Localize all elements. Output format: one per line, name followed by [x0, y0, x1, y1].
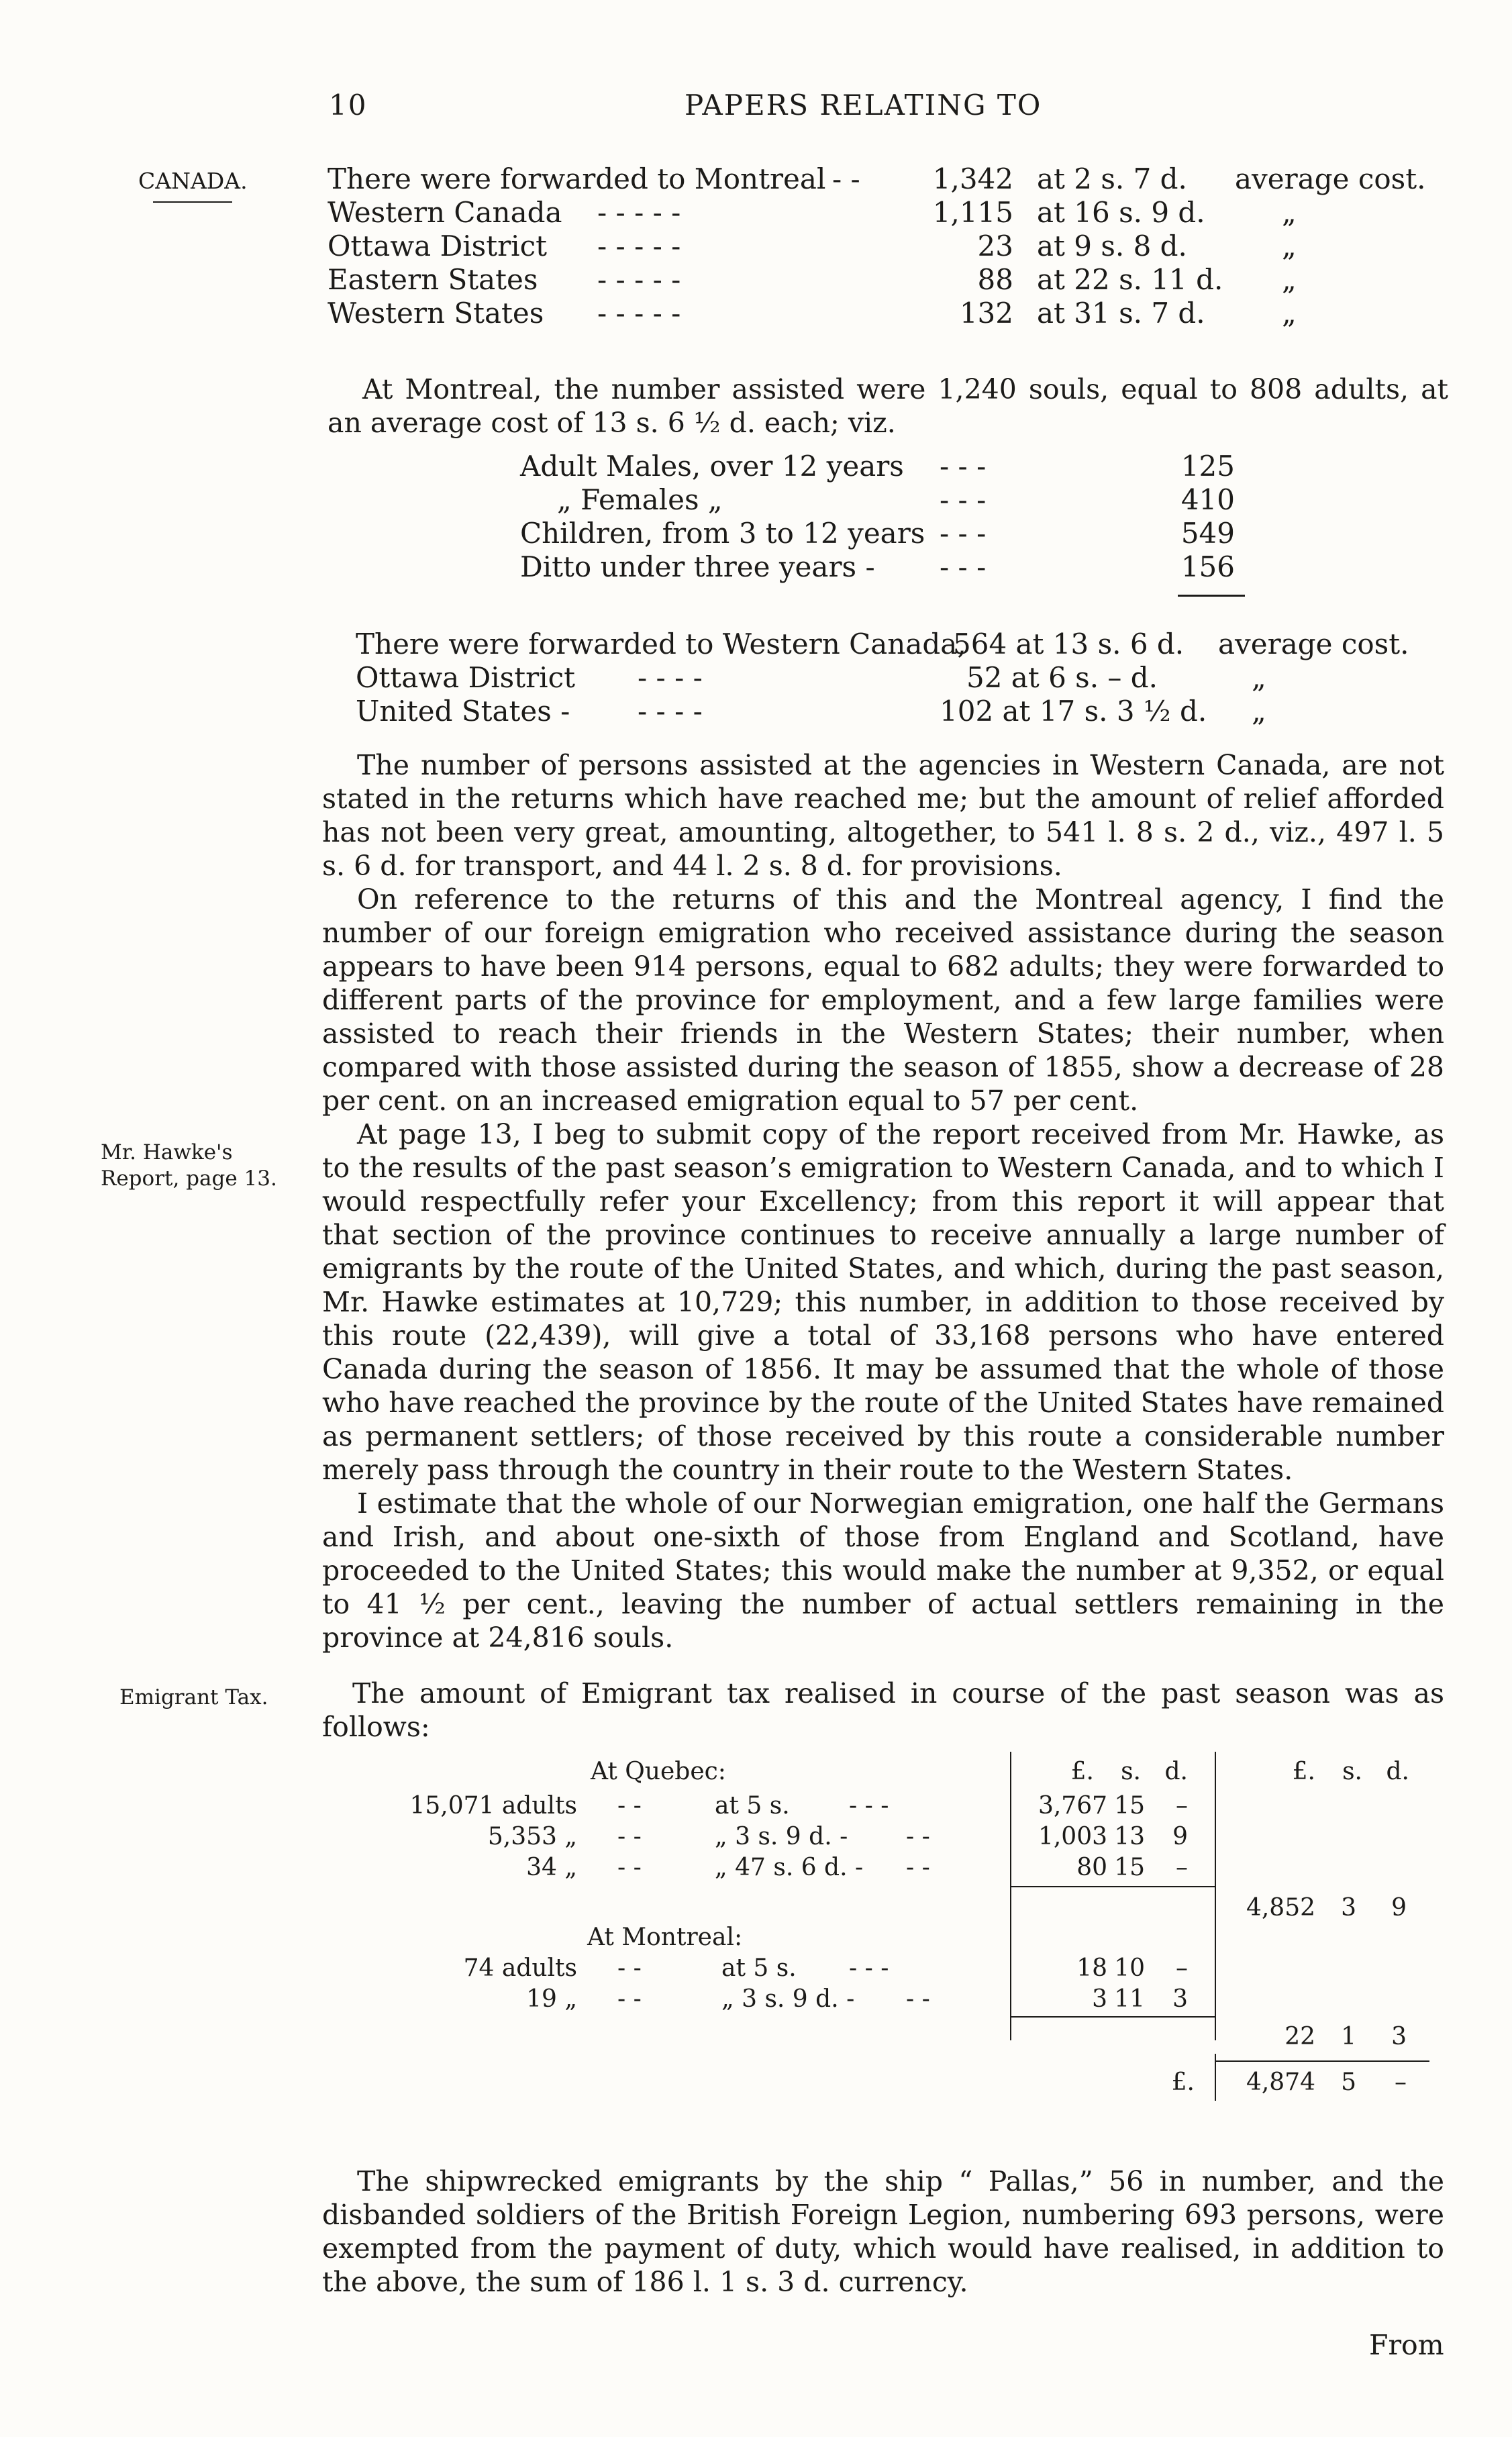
- forward-dest: Western States: [327, 297, 544, 330]
- montreal-forward-detail: 564 at 13 s. 6 d.: [953, 628, 1185, 660]
- forward-dots: - - - - -: [597, 230, 681, 262]
- forward-cost: at 2 s. 7 d.: [1037, 162, 1187, 195]
- montreal-forward-row: [0, 628, 1512, 661]
- paragraph-foreign-emigration: On reference to the returns of this and the Montreal agency, I find the number of our foreign emigration who received assistance during the season appears to have been 914 persons, equal to 682 adults; they were forwarded to different parts of the province for employment, and a few large families were assisted to reach their friends in the Western States; their number, when compared with those assisted during the season of 1855, show a decrease of 28 per cent. on an increased emigration equal to 57 per cent.: [322, 883, 1444, 1117]
- tax-pounds: 80: [1076, 1854, 1107, 1881]
- breakdown-label: Adult Males, over 12 years: [520, 450, 904, 483]
- breakdown-row: [0, 517, 1512, 550]
- tax-pence: 3: [1172, 1985, 1188, 2013]
- tax-row: [0, 1789, 1512, 1823]
- tax-dots: - -: [617, 1985, 642, 2013]
- tax-pence: –: [1176, 1792, 1188, 1820]
- montreal-forward-dest: United States -: [356, 695, 570, 728]
- tax-rate: „ 3 s. 9 d. -: [721, 1985, 855, 2013]
- forward-dest: Ottawa District: [327, 230, 548, 262]
- tax-dots: - -: [906, 1985, 930, 2013]
- tax-rate: „ 47 s. 6 d. -: [715, 1854, 864, 1881]
- forward-dots: - - - - -: [597, 263, 681, 296]
- forward-dest: There were forwarded to Montreal: [327, 162, 826, 195]
- breakdown-value: 156: [1180, 550, 1235, 583]
- tax-pence: –: [1176, 1854, 1188, 1881]
- tax-row: [0, 1952, 1512, 1985]
- tax-shillings: 15: [1114, 1792, 1145, 1820]
- grand-total-pounds: 4,874: [1246, 2069, 1315, 2096]
- forward-cost: at 16 s. 9 d.: [1037, 196, 1205, 229]
- montreal-forward-detail: 102 at 17 s. 3 ½ d.: [940, 695, 1207, 728]
- tax-dots: - -: [617, 1823, 642, 1850]
- tax-dots: - -: [617, 1854, 642, 1881]
- tax-dots: - -: [906, 1823, 930, 1850]
- breakdown-value: 410: [1180, 483, 1235, 516]
- quebec-total-pounds: 4,852: [1246, 1894, 1315, 1922]
- margin-note-hawke-line2: Report, page 13.: [101, 1166, 277, 1191]
- forward-num: 23: [977, 230, 1013, 262]
- breakdown-dots: - - -: [940, 483, 987, 516]
- forward-row: [0, 196, 1512, 230]
- montreal-forward-row: [0, 661, 1512, 695]
- grand-total-label: £.: [1171, 2069, 1195, 2096]
- forward-dest: Western Canada: [327, 196, 562, 229]
- forward-num: 1,115: [932, 196, 1013, 229]
- breakdown-dots: - - -: [940, 450, 987, 483]
- tax-pounds: 1,003: [1038, 1823, 1107, 1850]
- tax-dots: - - -: [849, 1792, 889, 1820]
- grand-total-rule: [1215, 2060, 1429, 2062]
- subtotal-rule: [1010, 1886, 1215, 1887]
- col-header-pound: £.: [1070, 1758, 1094, 1785]
- montreal-intro: At Montreal, the number assisted were 1,240 souls, equal to 808 adults, at an average cost of 13 s. 6 ½ d. each; viz.: [327, 373, 1448, 439]
- forward-cost: at 9 s. 8 d.: [1037, 230, 1187, 262]
- tax-count: 19 „: [526, 1985, 577, 2013]
- breakdown-label: Children, from 3 to 12 years: [520, 517, 925, 550]
- forward-cost: at 22 s. 11 d.: [1037, 263, 1223, 296]
- tax-pence: 9: [1172, 1823, 1188, 1850]
- grand-total-row: [0, 2066, 1512, 2099]
- quebec-heading: At Quebec:: [591, 1758, 726, 1785]
- forward-dots: - - - - -: [597, 297, 681, 330]
- montreal-forward-dots: - - - -: [638, 695, 703, 728]
- tax-shillings: 11: [1114, 1985, 1145, 2013]
- breakdown-value: 125: [1180, 450, 1235, 483]
- shipwrecked-paragraph: The shipwrecked emigrants by the ship “ Pallas,” 56 in number, and the disbanded soldiers of the British Foreign Legion, numbering 693 persons, were exempted from the payment of duty, which would have realised, in addition to the above, the sum of 186 l. 1 s. 3 d. currency.: [322, 2165, 1444, 2298]
- forward-num: 88: [977, 263, 1013, 296]
- breakdown-row: [0, 550, 1512, 584]
- tax-row: [0, 1851, 1512, 1885]
- breakdown-row: [0, 483, 1512, 517]
- tax-dots: - -: [617, 1954, 642, 1982]
- tax-count: 15,071 adults: [409, 1792, 577, 1820]
- tax-rate: at 5 s.: [721, 1954, 797, 1982]
- tax-shillings: 15: [1114, 1854, 1145, 1881]
- breakdown-row: [0, 450, 1512, 483]
- breakdown-label: Ditto under three years -: [520, 550, 875, 583]
- forward-note: „: [1282, 263, 1297, 296]
- montreal-forward-note: „: [1252, 695, 1266, 728]
- tax-rate: „ 3 s. 9 d. -: [715, 1823, 848, 1850]
- tax-pence: –: [1176, 1954, 1188, 1982]
- forward-cost: at 31 s. 7 d.: [1037, 297, 1205, 330]
- forward-num: 1,342: [932, 162, 1013, 195]
- grand-total-shillings: 5: [1341, 2069, 1356, 2096]
- forward-row: [0, 263, 1512, 297]
- montreal-forward-row: [0, 695, 1512, 728]
- tax-rate: at 5 s.: [715, 1792, 790, 1820]
- tax-header-row: [0, 1921, 1512, 1954]
- montreal-forward-detail: 52 at 6 s. – d.: [966, 661, 1158, 694]
- montreal-total-pence: 3: [1391, 2023, 1407, 2050]
- subtotal-rule: [1010, 2016, 1215, 2018]
- montreal-forward-dots: - - - -: [638, 661, 703, 694]
- forward-row: [0, 162, 1512, 196]
- col-header-pound: £.: [1292, 1758, 1315, 1785]
- tax-dots: - -: [617, 1792, 642, 1820]
- catchword: From: [1369, 2329, 1444, 2361]
- margin-note-emigrant-tax: Emigrant Tax.: [119, 1685, 268, 1709]
- page-number: 10: [329, 89, 368, 121]
- forward-note: „: [1282, 297, 1297, 330]
- tax-pounds: 3: [1092, 1985, 1107, 2013]
- montreal-forward-note: average cost.: [1218, 628, 1409, 660]
- quebec-total-row: [0, 1891, 1512, 1925]
- tax-row: [0, 1983, 1512, 2016]
- forward-note: „: [1282, 230, 1297, 262]
- forward-note: average cost.: [1235, 162, 1426, 195]
- sum-rule: [1178, 595, 1245, 597]
- quebec-total-pence: 9: [1391, 1894, 1407, 1922]
- montreal-forward-note: „: [1252, 661, 1266, 694]
- running-title: PAPERS RELATING TO: [685, 89, 1042, 121]
- forward-dots: - -: [832, 162, 860, 195]
- montreal-total-shillings: 1: [1341, 2023, 1356, 2050]
- forward-row: [0, 297, 1512, 330]
- tax-dots: - -: [906, 1854, 930, 1881]
- breakdown-dots: - - -: [940, 517, 987, 550]
- tax-count: 34 „: [526, 1854, 577, 1881]
- tax-row: [0, 1820, 1512, 1854]
- col-header-pence: d.: [1386, 1758, 1409, 1785]
- montreal-total-pounds: 22: [1284, 2023, 1315, 2050]
- montreal-forward-dest: Ottawa District: [356, 661, 576, 694]
- tax-header-row: [0, 1755, 1512, 1789]
- montreal-forward-dest: There were forwarded to Western Canada,: [356, 628, 966, 660]
- tax-pounds: 3,767: [1038, 1792, 1107, 1820]
- tax-intro: The amount of Emigrant tax realised in course of the past season was as follows:: [322, 1677, 1444, 1743]
- tax-count: 74 adults: [463, 1954, 577, 1982]
- body-text: [322, 748, 1444, 1654]
- tax-dots: - - -: [849, 1954, 889, 1982]
- grand-total-pence: –: [1395, 2069, 1407, 2096]
- quebec-total-shillings: 3: [1341, 1894, 1356, 1922]
- margin-note-hawke-line1: Mr. Hawke's: [101, 1140, 233, 1164]
- forward-num: 132: [959, 297, 1013, 330]
- paragraph-western-agencies: The number of persons assisted at the agencies in Western Canada, are not stated in the returns which have reached me; but the amount of relief afforded has not been very great, amounting, altogether, to 541 l. 8 s. 2 d., viz., 497 l. 5 s. 6 d. for transport, and 44 l. 2 s. 8 d. for provisions.: [322, 749, 1444, 882]
- forward-row: [0, 230, 1512, 263]
- paragraph-hawke-report: At page 13, I beg to submit copy of the report received from Mr. Hawke, as to the results of the past season’s emigration to Western Canada, and to which I would respectfully refer your Excellency; from this report it will appear that that section of the province continues to receive annually a large number of emigrants by the route of the United States, and which, during the past season, Mr. Hawke estimates at 10,729; this number, in addition to those received by this route (22,439), will give a total of 33,168 persons who have entered Canada during the season of 1856. It may be assumed that the whole of those who have reached the province by the route of the United States have remained as permanent settlers; of those received by this route a considerable number merely pass through the country in their route to the Western States.: [322, 1118, 1444, 1486]
- forward-dots: - - - - -: [597, 196, 681, 229]
- tax-count: 5,353 „: [487, 1823, 577, 1850]
- breakdown-label: „ Females „: [557, 483, 723, 516]
- montreal-heading: At Montreal:: [587, 1924, 743, 1951]
- col-header-shilling: s.: [1121, 1758, 1141, 1785]
- tax-shillings: 10: [1114, 1954, 1145, 1982]
- montreal-total-row: [0, 2020, 1512, 2054]
- tax-shillings: 13: [1114, 1823, 1145, 1850]
- paragraph-norwegian-estimate: I estimate that the whole of our Norwegian emigration, one half the Germans and Irish, and about one-sixth of those from England and Scotland, have proceeded to the United States; this would make the number at 9,352, or equal to 41 ½ per cent., leaving the number of actual settlers remaining in the province at 24,816 souls.: [322, 1487, 1444, 1654]
- margin-note-canada: CANADA.: [138, 168, 248, 194]
- breakdown-dots: - - -: [940, 550, 987, 583]
- col-header-pence: d.: [1164, 1758, 1188, 1785]
- forward-note: „: [1282, 196, 1297, 229]
- breakdown-value: 549: [1180, 517, 1235, 550]
- tax-pounds: 18: [1076, 1954, 1107, 1982]
- forward-dest: Eastern States: [327, 263, 538, 296]
- col-header-shilling: s.: [1342, 1758, 1362, 1785]
